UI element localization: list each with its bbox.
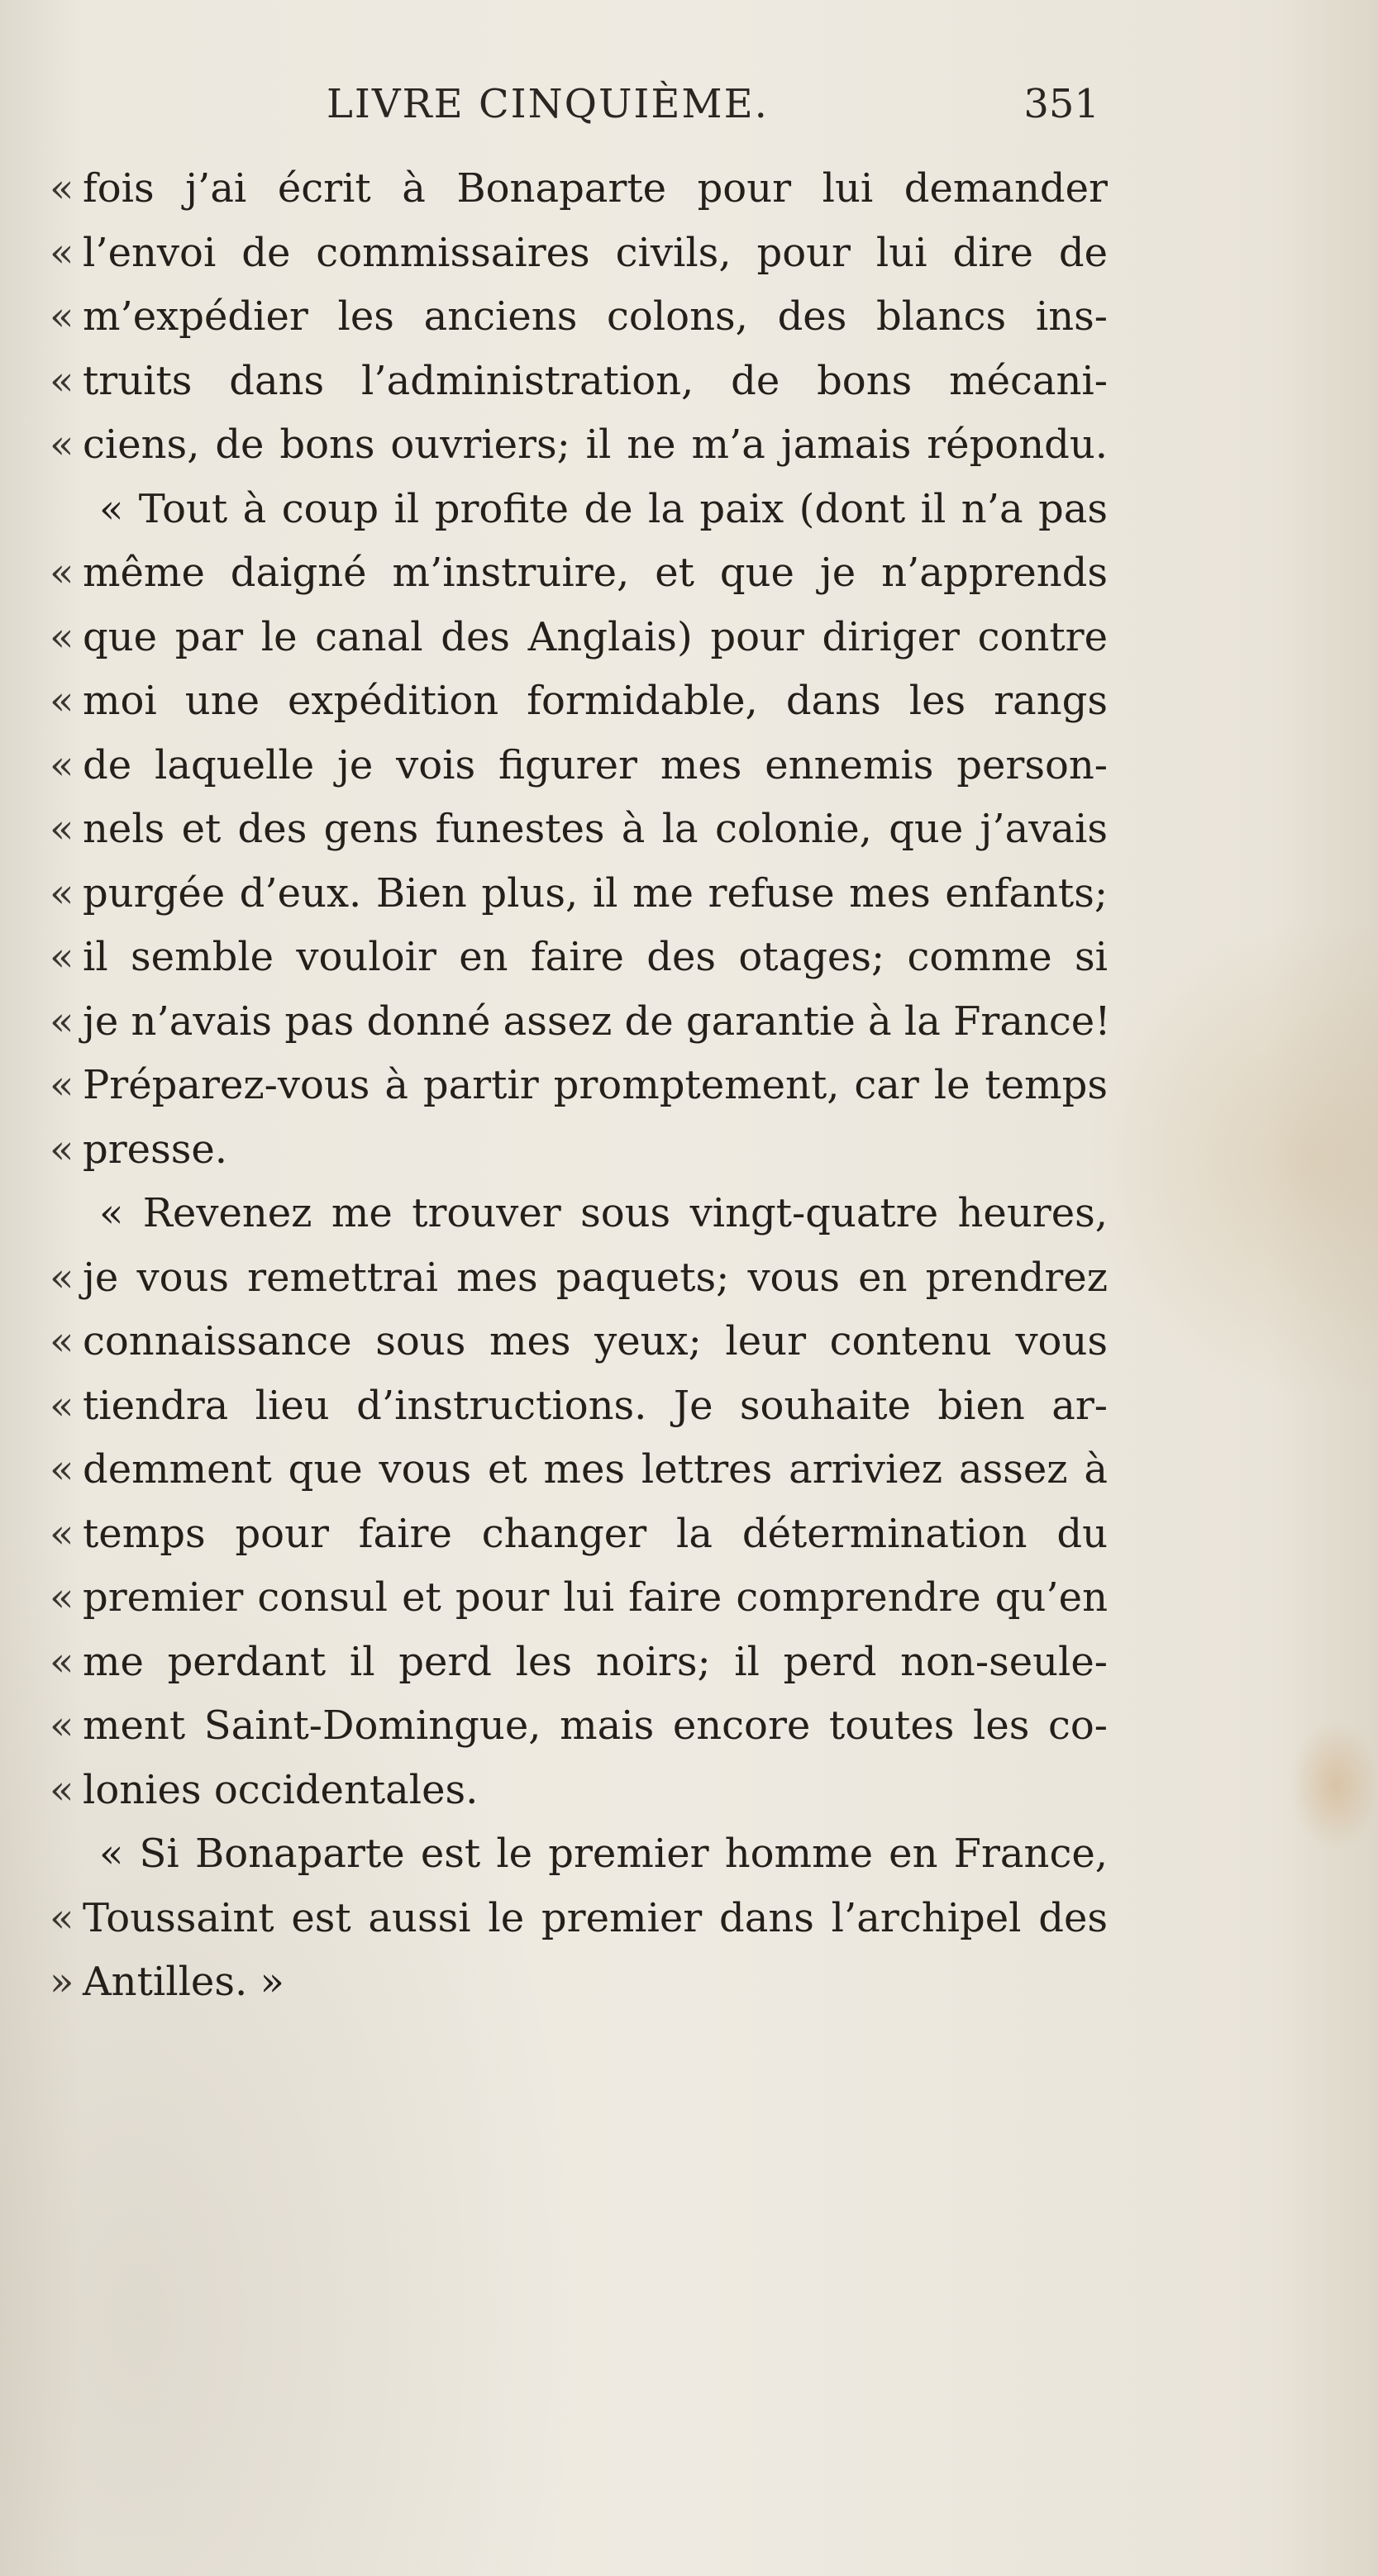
- text-line: [50, 1566, 1108, 1631]
- line-text: m’expédier les anciens colons, des blancs ins-: [83, 293, 1108, 340]
- text-line: [50, 926, 1108, 990]
- line-text: me perdant il perd les noirs; il perd non-seule-: [83, 1638, 1108, 1685]
- line-text: fois j’ai écrit à Bonaparte pour lui demander: [83, 165, 1108, 212]
- quote-mark: «: [50, 1318, 74, 1364]
- text-line: [50, 1759, 1108, 1823]
- line-text: Préparez-vous à partir promptement, car le temps: [83, 1062, 1108, 1108]
- text-line: [50, 1118, 1108, 1183]
- text-line: [50, 669, 1108, 734]
- quote-mark: «: [50, 1446, 74, 1493]
- text-line: [50, 1310, 1108, 1374]
- text-line: [50, 1246, 1108, 1311]
- line-text: lonies occidentales.: [83, 1766, 479, 1813]
- quote-mark: «: [50, 1894, 74, 1941]
- quote-mark: «: [50, 550, 74, 596]
- text-line: [50, 1950, 1108, 2015]
- text-line: [50, 1438, 1108, 1502]
- quote-mark: «: [50, 229, 74, 276]
- line-text: nels et des gens funestes à la colonie, que j’avais: [83, 806, 1108, 852]
- text-line: [50, 350, 1108, 414]
- quote-mark: «: [50, 1574, 74, 1621]
- page-number: 351: [1023, 81, 1099, 127]
- line-text: ciens, de bons ouvriers; il ne m’a jamais répondu.: [83, 421, 1108, 468]
- line-text: presse.: [83, 1126, 228, 1173]
- line-text: « Si Bonaparte est le premier homme en France,: [99, 1831, 1108, 1877]
- quote-mark: «: [50, 1638, 74, 1685]
- text-line: [50, 1502, 1108, 1567]
- quote-mark: «: [50, 613, 74, 660]
- running-head: [327, 81, 1099, 139]
- quote-mark: «: [50, 1062, 74, 1108]
- quote-mark: «: [50, 1766, 74, 1813]
- line-text: tiendra lieu d’instructions. Je souhaite bien ar-: [83, 1382, 1108, 1429]
- running-title: LIVRE CINQUIÈME.: [327, 81, 769, 127]
- line-text: temps pour faire changer la détermination du: [83, 1510, 1108, 1557]
- text-line: [50, 862, 1108, 926]
- quote-mark: «: [50, 934, 74, 980]
- line-text: truits dans l’administration, de bons mécani-: [83, 357, 1108, 404]
- line-text: je vous remettrai mes paquets; vous en prendrez: [83, 1254, 1108, 1301]
- line-text: Toussaint est aussi le premier dans l’archipel des: [83, 1894, 1108, 1941]
- line-text: ment Saint-Domingue, mais encore toutes les co-: [83, 1702, 1108, 1749]
- text-line: [50, 606, 1108, 670]
- text-line: [50, 1054, 1108, 1118]
- quote-mark: «: [50, 806, 74, 852]
- quote-mark: «: [50, 1254, 74, 1301]
- text-line: [50, 221, 1108, 286]
- text-line: [50, 1887, 1108, 1951]
- line-text: que par le canal des Anglais) pour diriger contre: [83, 613, 1108, 660]
- line-text: il semble vouloir en faire des otages; comme si: [83, 934, 1108, 980]
- line-text: « Revenez me trouver sous vingt-quatre heures,: [99, 1190, 1108, 1236]
- line-text: de laquelle je vois figurer mes ennemis person-: [83, 741, 1108, 788]
- line-text: même daigné m’instruire, et que je n’apprends: [83, 550, 1108, 596]
- text-line: [50, 157, 1108, 221]
- text-line: [50, 413, 1108, 478]
- text-line: [50, 798, 1108, 862]
- text-line: [50, 734, 1108, 798]
- line-text: je n’avais pas donné assez de garantie à la France!: [83, 998, 1111, 1045]
- text-line: [50, 990, 1111, 1055]
- quote-mark: «: [50, 869, 74, 917]
- paper-stain: [1290, 1719, 1378, 1851]
- quote-mark: «: [50, 1510, 74, 1557]
- text-line: [50, 1694, 1108, 1759]
- line-text: moi une expédition formidable, dans les rangs: [83, 678, 1108, 724]
- text-line: [50, 541, 1108, 606]
- quote-mark: «: [50, 998, 74, 1045]
- text-line: [50, 1374, 1108, 1439]
- quote-mark: «: [50, 293, 74, 340]
- line-text: premier consul et pour lui faire comprendre qu’en: [83, 1574, 1108, 1621]
- quote-mark: «: [50, 421, 74, 468]
- paragraph-start-line: [50, 1822, 1108, 1887]
- paragraph-start-line: [50, 478, 1108, 542]
- quote-mark: »: [50, 1959, 74, 2005]
- line-text: l’envoi de commissaires civils, pour lui dire de: [83, 229, 1108, 276]
- line-text: purgée d’eux. Bien plus, il me refuse mes enfants;: [83, 869, 1108, 917]
- body-text: [50, 157, 1111, 2015]
- text-line: [50, 285, 1108, 350]
- line-text: Antilles. »: [83, 1959, 284, 2005]
- quote-mark: «: [50, 165, 74, 212]
- quote-mark: «: [50, 1126, 74, 1173]
- line-text: « Tout à coup il profite de la paix (dont il n’a pas: [99, 485, 1108, 532]
- quote-mark: «: [50, 741, 74, 788]
- quote-mark: «: [50, 1702, 74, 1749]
- line-text: demment que vous et mes lettres arriviez assez à: [83, 1446, 1108, 1493]
- quote-mark: «: [50, 1382, 74, 1429]
- text-line: [50, 1631, 1108, 1695]
- quote-mark: «: [50, 357, 74, 404]
- paragraph-start-line: [50, 1182, 1108, 1246]
- line-text: connaissance sous mes yeux; leur contenu vous: [83, 1318, 1108, 1364]
- quote-mark: «: [50, 678, 74, 724]
